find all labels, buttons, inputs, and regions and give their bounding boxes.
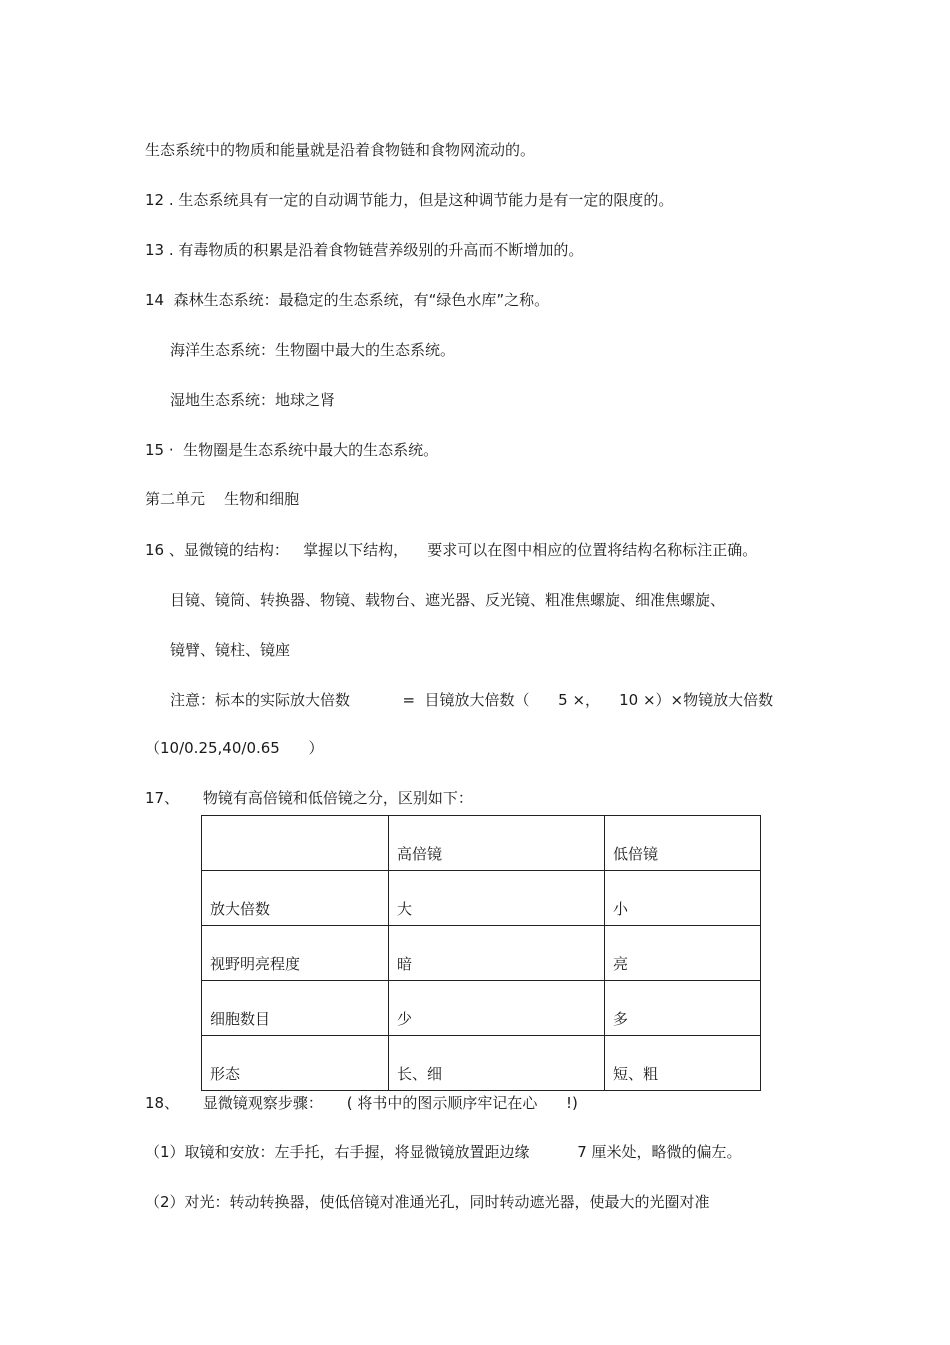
table-cell: 少 [389,981,605,1036]
unit-heading: 第二单元 生物和细胞 [145,490,300,508]
text-line-4: 14 森林生态系统：最稳定的生态系统，有“绿色水库”之称。 [145,291,550,309]
table-row [202,926,761,981]
table-cell: 亮 [605,926,761,981]
table-header-row [202,816,761,871]
table-cell: 放大倍数 [202,871,389,926]
table-cell: 大 [389,871,605,926]
table-cell [202,816,389,871]
text-line-12: 注意：标本的实际放大倍数 = 目镜放大倍数（ 5 ×， 10 ×）×物镜放大倍数 [170,691,774,709]
table-cell: 形态 [202,1036,389,1091]
text-line-15: 18、 显微镜观察步骤： ( 将书中的图示顺序牢记在心 !) [145,1094,578,1112]
text-line-14: 17、 物镜有高倍镜和低倍镜之分，区别如下： [145,789,473,807]
table-cell: 长、细 [389,1036,605,1091]
table-row [202,1036,761,1091]
table-cell: 多 [605,981,761,1036]
text-line-5: 海洋生态系统：生物圈中最大的生态系统。 [170,341,456,359]
text-line-6: 湿地生态系统：地球之肾 [170,391,336,409]
table-cell: 细胞数目 [202,981,389,1036]
table-row [202,871,761,926]
text-line-16: （1）取镜和安放：左手托，右手握，将显微镜放置距边缘 7 厘米处，略微的偏左。 [145,1143,742,1161]
table-cell: 视野明亮程度 [202,926,389,981]
text-line-10: 目镜、镜筒、转换器、物镜、载物台、遮光器、反光镜、粗准焦螺旋、细准焦螺旋、 [170,591,726,609]
text-line-7: 15 · 生物圈是生态系统中最大的生态系统。 [145,441,439,459]
table-cell: 低倍镜 [605,816,761,871]
text-line-3: 13 . 有毒物质的积累是沿着食物链营养级别的升高而不断增加的。 [145,241,584,259]
text-line-1: 生态系统中的物质和能量就是沿着食物链和食物网流动的。 [145,141,536,159]
text-line-13: （10/0.25,40/0.65 ） [145,739,324,757]
text-line-9: 16 、显微镜的结构： 掌握以下结构， 要求可以在图中相应的位置将结构名称标注正确。 [145,541,758,559]
table-row [202,981,761,1036]
text-line-17: （2）对光：转动转换器，使低倍镜对准通光孔，同时转动遮光器，使最大的光圈对准 [145,1193,710,1211]
table-cell: 高倍镜 [389,816,605,871]
comparison-table [201,815,761,1091]
table-cell: 小 [605,871,761,926]
table-cell: 短、粗 [605,1036,761,1091]
text-line-2: 12 . 生态系统具有一定的自动调节能力，但是这种调节能力是有一定的限度的。 [145,191,674,209]
table-cell: 暗 [389,926,605,981]
text-line-11: 镜臂、镜柱、镜座 [170,641,291,659]
